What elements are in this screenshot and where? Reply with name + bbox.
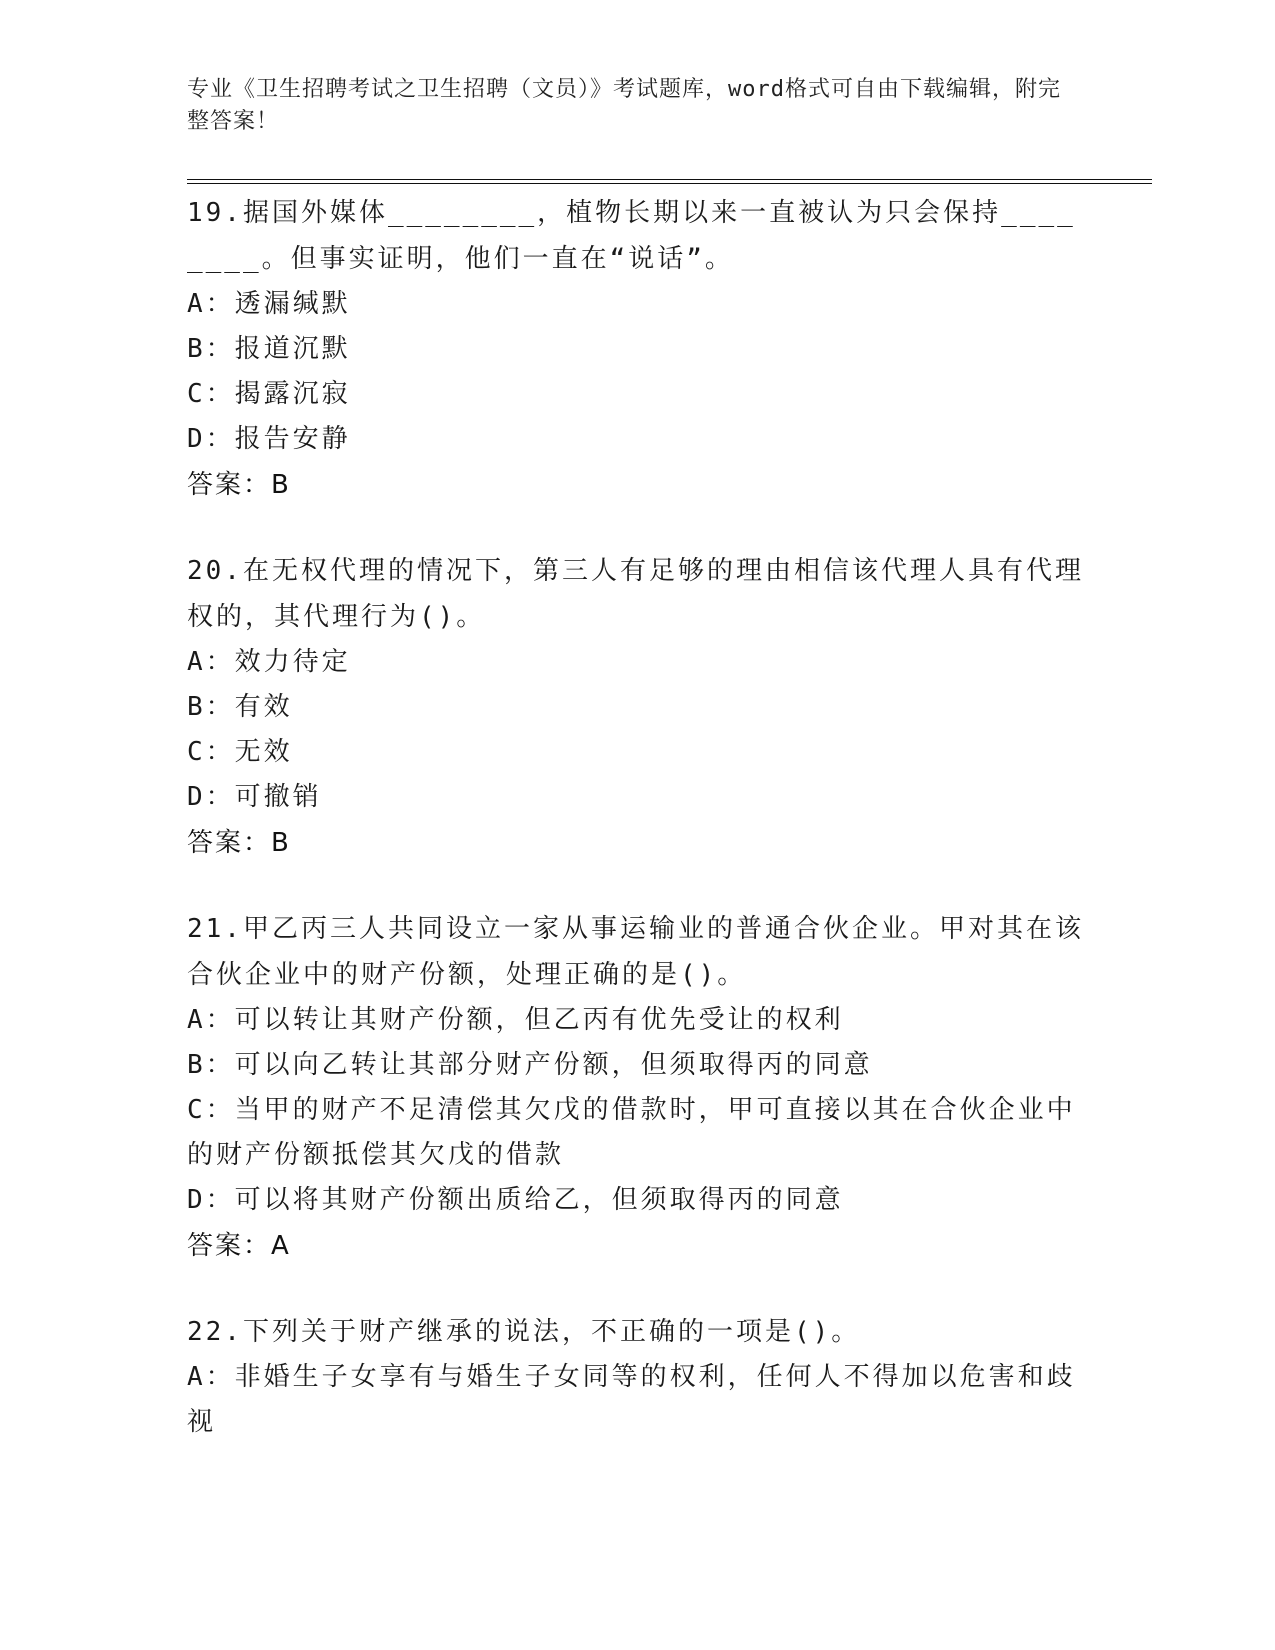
question-22 bbox=[187, 1309, 1087, 1445]
header-divider-top bbox=[187, 179, 1152, 180]
question-20 bbox=[187, 548, 1087, 866]
option-d: D：报告安静 bbox=[187, 424, 351, 454]
question-list bbox=[187, 190, 1087, 1485]
answer-line: 答案：B bbox=[187, 828, 291, 858]
option-a: A：非婚生子女享有与婚生子女同等的权利，任何人不得加以危害和歧视 bbox=[187, 1362, 1076, 1437]
question-stem: 22.下列关于财产继承的说法，不正确的一项是()。 bbox=[187, 1317, 861, 1347]
option-a: A：可以转让其财产份额，但乙丙有优先受让的权利 bbox=[187, 1005, 844, 1035]
question-stem: 21.甲乙丙三人共同设立一家从事运输业的普通合伙企业。甲对其在该合伙企业中的财产份额，处理正确的是()。 bbox=[187, 914, 1084, 990]
option-b: B：可以向乙转让其部分财产份额，但须取得丙的同意 bbox=[187, 1050, 873, 1080]
option-d: D：可以将其财产份额出质给乙，但须取得丙的同意 bbox=[187, 1185, 844, 1215]
question-19 bbox=[187, 190, 1087, 508]
question-stem: 19.据国外媒体________，植物长期以来一直被认为只会保持________。但事实证明，他们一直在“说话”。 bbox=[187, 198, 1076, 274]
option-c: C：当甲的财产不足清偿其欠戊的借款时，甲可直接以其在合伙企业中的财产份额抵偿其欠戊的借款 bbox=[187, 1095, 1076, 1170]
header-divider-bottom bbox=[187, 183, 1152, 184]
answer-line: 答案：B bbox=[187, 470, 291, 500]
question-21 bbox=[187, 906, 1087, 1269]
question-stem: 20.在无权代理的情况下，第三人有足够的理由相信该代理人具有代理权的，其代理行为()。 bbox=[187, 556, 1084, 632]
option-a: A：透漏缄默 bbox=[187, 289, 351, 319]
option-b: B：有效 bbox=[187, 692, 293, 722]
option-c: C：无效 bbox=[187, 737, 293, 767]
document-header: 专业《卫生招聘考试之卫生招聘（文员）》考试题库，word格式可自由下载编辑，附完整答案！ bbox=[187, 77, 1061, 134]
option-c: C：揭露沉寂 bbox=[187, 379, 351, 409]
option-b: B：报道沉默 bbox=[187, 334, 351, 364]
option-d: D：可撤销 bbox=[187, 782, 322, 812]
answer-line: 答案：A bbox=[187, 1231, 291, 1261]
option-a: A：效力待定 bbox=[187, 647, 351, 677]
